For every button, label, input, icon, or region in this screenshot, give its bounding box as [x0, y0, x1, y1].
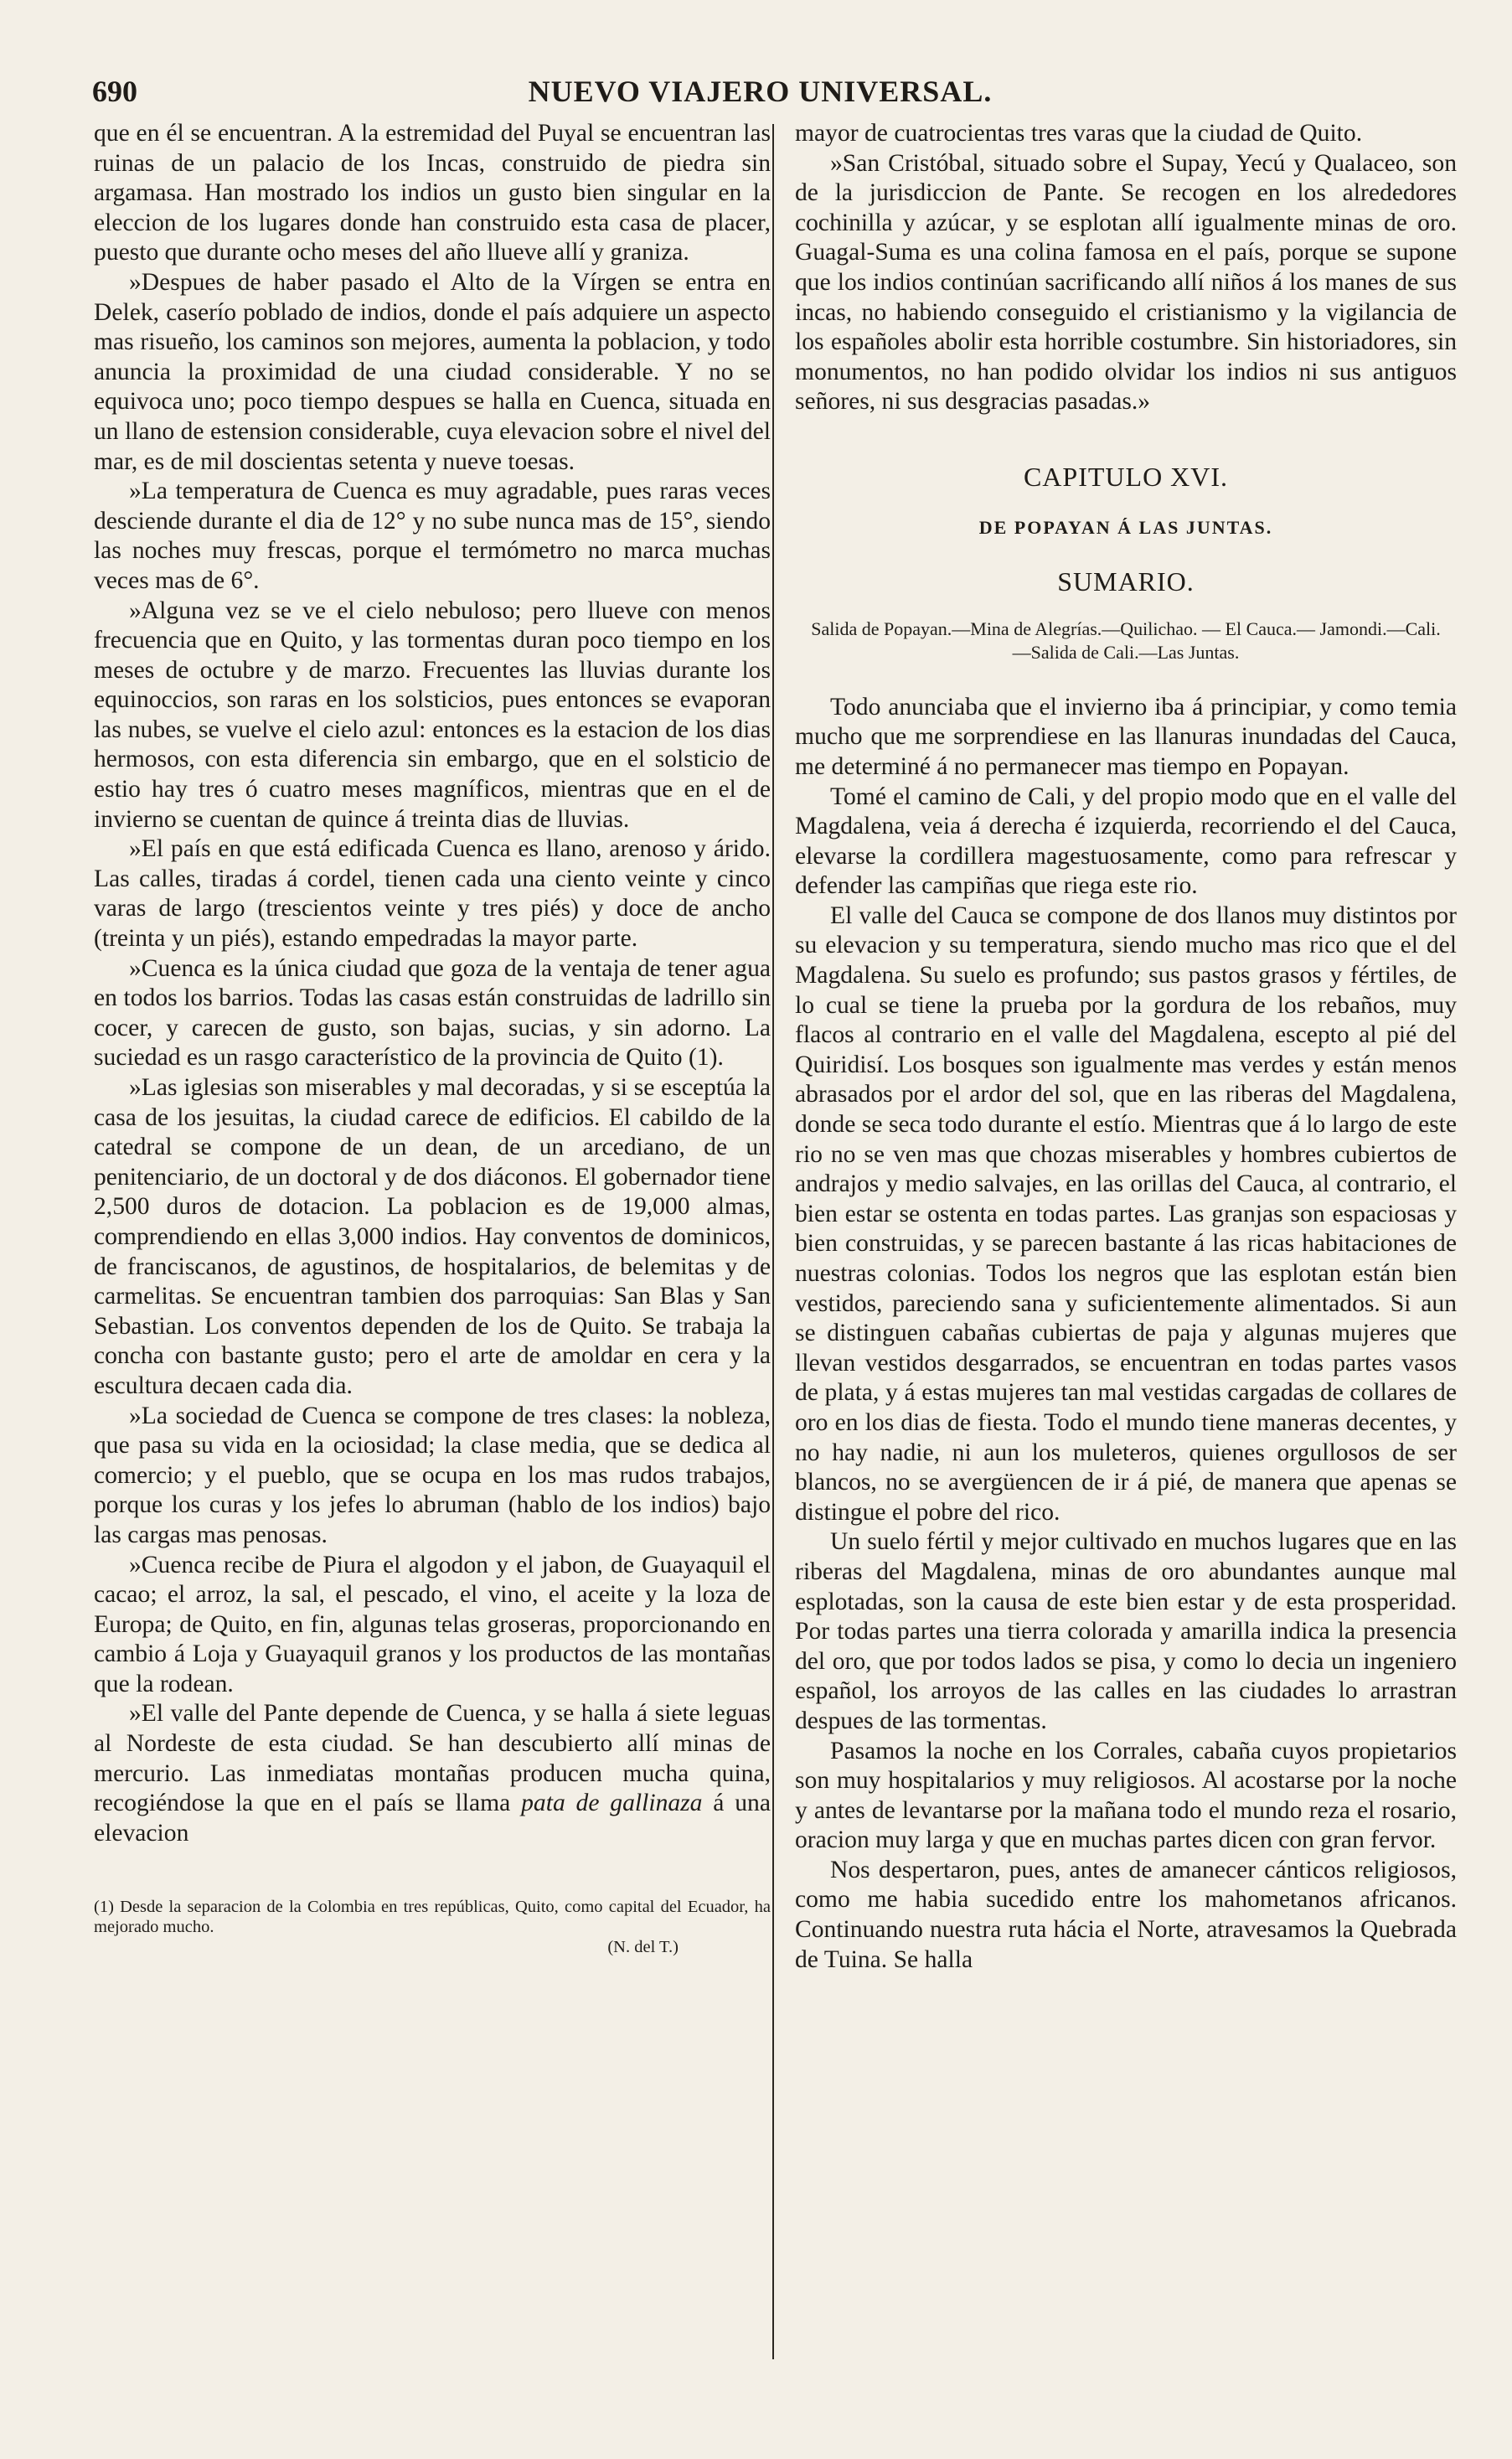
paragraph: »Cuenca es la única ciudad que goza de la ventaja de tener agua en todos los barrios. Todas las casas están construidas de ladrillo sin cocer, y carecen de gusto, son bajas, sucias, y sin adorno. La suciedad es un rasgo característico de la provincia de Quito (1). [94, 954, 771, 1072]
paragraph: mayor de cuatrocientas tres varas que la ciudad de Quito. [795, 120, 1363, 147]
paragraph: »La temperatura de Cuenca es muy agradable, pues raras veces desciende durante el dia de 12° y no sube nunca mas de 15°, siendo las noches muy frescas, porque el termómetro no marca muchas veces mas de 6°. [94, 478, 771, 594]
paragraph: El valle del Cauca se compone de dos llanos muy distintos por su elevacion y su temperatura, siendo mucho mas rico que el del Magdalena. Su suelo es profundo; sus pastos grasos y fértiles, de lo cual se tiene la prueba por la gordura de los rebaños, muy flacos al contrario en el valle del Magdalena, escepto al pié del Quiridisí. Los bosques son igualmente mas verdes y están menos abrasados por el ardor del sol, que en las riberas del Magdalena, donde se seca todo durante el estío. Mientras que á lo largo de este rio no se ven mas que chozas miserables y hombres cubiertos de andrajos y medio salvajes, en las orillas del Cauca, al contrario, el bien estar se ostenta en todas partes. Las granjas son espaciosas y bien construidas, y se parecen bastante á las ricas habitaciones de nuestras colonias. Todos los negros que las esplotan están bien vestidos, pareciendo sana y suficientemente alimentados. Si aun se distinguen cabañas cubiertas de paja y algunas mujeres que llevan vestidos desgarrados, se encuentran en todas partes vasos de plata, y á estas mujeres tan mal vestidas cargadas de collares de oro en los dias de fiesta. Todo el mundo tiene maneras decentes, y no hay nadie, ni aun los muleteros, quienes orgullosos de ser blancos, no se avergüencen de ir á pié, de manera que apenas se distingue el pobre del rico. [795, 901, 1457, 1526]
chapter-subtitle: DE POPAYAN Á LAS JUNTAS. [978, 516, 1273, 538]
right-column [795, 119, 1457, 1975]
paragraph: »San Cristóbal, situado sobre el Supay, Yecú y Qualaceo, son de la jurisdiccion de Pante. Se recogen en los alrededores cochinilla y azúcar, y se esplotan allí igualmente minas de oro. Guagal-Suma es una colina famosa en el país, porque se supone que los indios continúan sacrificando allí niños á los manes de sus incas, no habiendo conseguido el cristianismo y la vigilancia de los españoles abolir esta horrible costumbre. Sin historiadores, sin monumentos, no han podido olvidar los indios ni sus antiguos señores, ni sus desgracias pasadas.» [795, 149, 1457, 416]
summary-heading: SUMARIO. [1057, 566, 1195, 597]
italic-phrase: pata de gallinaza [521, 1790, 703, 1817]
running-title: NUEVO VIAJERO UNIVERSAL. [528, 75, 993, 108]
paragraph: »El país en que está edificada Cuenca es llano, arenoso y árido. Las calles, tiradas á cordel, tienen cada una ciento veinte y cinco varas de largo (trescientos veinte y tres piés) y doce de ancho (treinta y un piés), estando empedradas la mayor parte. [94, 835, 771, 953]
paragraph: »Despues de haber pasado el Alto de la Vírgen se entra en Delek, caserío poblado de indios, donde el país adquiere un aspecto mas risueño, los caminos son mejores, aumenta la poblacion, y todo anuncia la proximidad de una ciudad considerable. Y no se equivoca uno; poco tiempo despues se halla en Cuenca, situada en un llano de estension considerable, cuya elevacion sobre el nivel del mar, es de mil doscientas setenta y nueve toesas. [94, 268, 771, 475]
paragraph: »La sociedad de Cuenca se compone de tres clases: la nobleza, que pasa su vida en la ociosidad; la clase media, que se dedica al comercio; y el pueblo, que se ocupa en los mas rudos trabajos, porque los curas y los jefes lo abruman (hablo de los indios) bajo las cargas mas penosas. [94, 1402, 771, 1548]
chapter-heading: CAPITULO XVI. [1023, 461, 1229, 492]
paragraph: Pasamos la noche en los Corrales, cabaña cuyos propietarios son muy hospitalarios y muy religiosos. Al acostarse por la noche y antes de levantarse por la mañana todo el mundo reza el rosario, oracion muy larga y que en muchas partes dicen con gran fervor. [795, 1737, 1457, 1854]
footnote-signature: (N. del T.) [607, 1938, 679, 1957]
paragraph: Todo anunciaba que el invierno iba á principiar, y como temia mucho que me sorprendiese en las llanuras inundadas del Cauca, me determiné á no permanecer mas tiempo en Popayan. [795, 693, 1457, 780]
paragraph: »Las iglesias son miserables y mal decoradas, y si se esceptúa la casa de los jesuitas, la ciudad carece de edificios. El cabildo de la catedral se compone de un dean, de un arcediano, de un penitenciario, de un doctoral y de dos diáconos. El gobernador tiene 2,500 duros de dotacion. La poblacion es de 19,000 almas, comprendiendo en ellas 3,000 indios. Hay conventos de dominicos, de franciscanos, de agustinos, de hospitalarios, de belemitas y de carmelitas. Se encuentran tambien dos parroquias: San Blas y San Sebastian. Los conventos dependen de los de Quito. Se trabaja la concha con bastante gusto; pero el arte de amoldar en cera y la escultura decaen cada dia. [94, 1074, 771, 1399]
page-number: 690 [92, 75, 137, 108]
column-divider [772, 124, 774, 2359]
paragraph: Nos despertaron, pues, antes de amanecer cánticos religiosos, como me habia sucedido entre los mahometanos africanos. Continuando nuestra ruta hácia el Norte, atravesamos la Quebrada de Tuina. Se halla [795, 1856, 1457, 1973]
paragraph [94, 1699, 771, 1848]
footnote-text: (1) Desde la separacion de la Colombia en tres repúblicas, Quito, como capital del Ecuador, ha mejorado mucho. [94, 1898, 771, 1937]
footnote [94, 1897, 771, 1957]
paragraph: Tomé el camino de Cali, y del propio modo que en el valle del Magdalena, veia á derecha é izquierda, recorriendo el del Cauca, elevarse la cordillera magestuosamente, como para refrescar y defender las campiñas que riega este rio. [795, 783, 1457, 900]
paragraph: »Alguna vez se ve el cielo nebuloso; pero llueve con menos frecuencia que en Quito, y las tormentas duran poco tiempo en los meses de octubre y de marzo. Frecuentes las lluvias durante los equinoccios, son raras en los solsticios, pues entonces se evaporan las nubes, se vuelve el cielo azul: entonces es la estacion de los dias hermosos, con esta diferencia sin embargo, que en el solsticio de estio hay tres ó cuatro meses magníficos, mientras que en el de invierno se cuentan de quince á treinta dias de lluvias. [94, 597, 771, 833]
paragraph: »Cuenca recibe de Piura el algodon y el jabon, de Guayaquil el cacao; el arroz, la sal, el pescado, el vino, el aceite y la loza de Europa; de Quito, en fin, algunas telas groseras, proporcionando en cambio á Loja y Guayaquil granos y los productos de las montañas que la rodean. [94, 1551, 771, 1697]
summary-text: Salida de Popayan.—Mina de Alegrías.—Quilichao. — El Cauca.— Jamondi.—Cali.—Salida de Cali.—Las Juntas. [811, 617, 1441, 663]
paragraph: que en él se encuentran. A la estremidad del Puyal se encuentran las ruinas de un palacio de los Incas, construido de piedra sin argamasa. Han mostrado los indios un gusto bien singular en la eleccion de los lugares donde han construido esta casa de placer, puesto que durante ocho meses del año llueve allí y graniza. [94, 120, 771, 266]
left-column [94, 119, 771, 1957]
page-header [92, 74, 1428, 121]
paragraph: Un suelo fértil y mejor cultivado en muchos lugares que en las riberas del Magdalena, minas de oro abundantes aunque mal esplotadas, son la causa de este bien estar y de esta prosperidad. Por todas partes una tierra colorada y amarilla indica la presencia del oro, que por todos lados se pisa, y como lo decia un ingeniero español, los arroyos de las calles en las ciudades lo arrastran despues de las tormentas. [795, 1528, 1457, 1734]
paragraph-text: »El valle del Pante depende de Cuenca, y se halla á siete leguas al Nordeste de esta ciudad. Se han descubierto allí minas de mercurio. Las inmediatas montañas producen mucha quina, recogiéndose la que en el país se llama [94, 1700, 771, 1817]
paragraph-tail: á una elevacion [94, 1790, 771, 1847]
